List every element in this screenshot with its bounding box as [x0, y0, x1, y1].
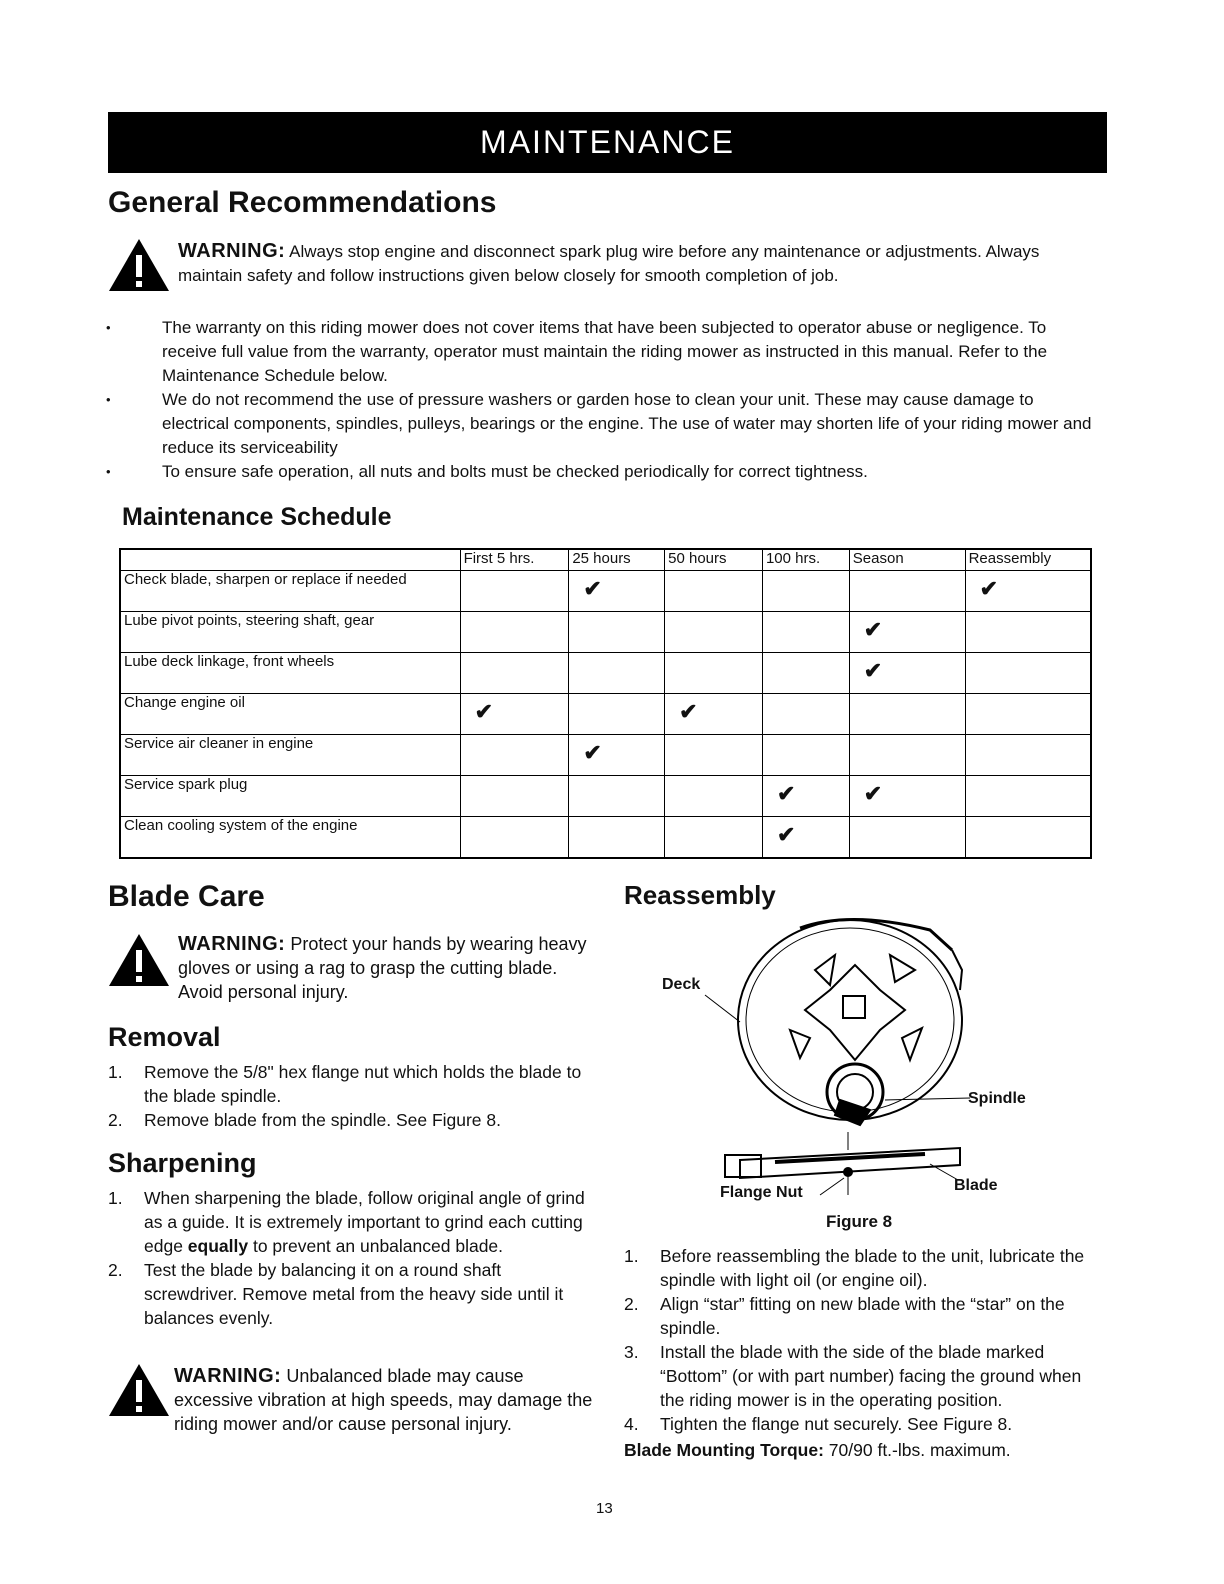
- warning-text: Always stop engine and disconnect spark plug wire before any maintenance or adjustments. Always maintain safety and follow instructions given below closely for smooth completion of job.: [178, 242, 1040, 285]
- warning-label: WARNING:: [178, 933, 286, 955]
- schedule-cell: [965, 653, 1091, 694]
- table-row: [120, 735, 1091, 776]
- warning-icon: [107, 237, 171, 293]
- check-mark-icon: ✔: [863, 658, 883, 683]
- step-number: 3.: [624, 1342, 639, 1362]
- step-text: Install the blade with the side of the blade marked “Bottom” (or with part number) facing the ground when the riding mower is in the operating position.: [660, 1342, 1082, 1410]
- step-text: to prevent an unbalanced blade.: [248, 1236, 504, 1256]
- task-cell: Service spark plug: [120, 776, 460, 817]
- check-mark-icon: ✔: [776, 781, 796, 806]
- schedule-cell: [569, 612, 665, 653]
- step-text: Before reassembling the blade to the unit, lubricate the spindle with light oil (or engine oil).: [660, 1246, 1085, 1290]
- table-row: [120, 571, 1091, 612]
- schedule-cell: [849, 653, 965, 694]
- schedule-cell: [965, 735, 1091, 776]
- step-text: Tighten the flange nut securely. See Figure 8.: [660, 1414, 1013, 1434]
- check-mark-icon: ✔: [776, 822, 796, 847]
- list-item: [624, 1412, 1104, 1436]
- column-header: 50 hours: [665, 549, 763, 571]
- schedule-cell: [665, 612, 763, 653]
- schedule-cell: [762, 571, 849, 612]
- schedule-body: [120, 571, 1091, 859]
- schedule-heading: Maintenance Schedule: [122, 503, 392, 531]
- check-mark-icon: ✔: [679, 699, 698, 724]
- table-row: [120, 612, 1091, 653]
- table-row: [120, 694, 1091, 735]
- step-number: 1.: [108, 1188, 123, 1208]
- mower-deck-drawing: [705, 919, 970, 1195]
- column-header: First 5 hrs.: [460, 549, 569, 571]
- reassembly-steps: [624, 1244, 1104, 1436]
- schedule-cell: [460, 694, 569, 735]
- page-number: 13: [596, 1500, 613, 1517]
- schedule-cell: [460, 612, 569, 653]
- step-text: Align “star” fitting on new blade with the “star” on the spindle.: [660, 1294, 1065, 1338]
- figure-label-blade: Blade: [954, 1177, 998, 1194]
- warning-text: Unbalanced blade may cause excessive vibration at high speeds, may damage the riding mower and/or cause personal injury.: [174, 1366, 593, 1434]
- step-number: 2.: [108, 1110, 123, 1130]
- removal-heading: Removal: [108, 1022, 221, 1052]
- section-banner: [108, 112, 1107, 173]
- step-text: When sharpening the blade, follow original angle of grind as a guide. It is extremely important to grind each cutting edge: [144, 1188, 585, 1256]
- table-header-row: [120, 549, 1091, 571]
- reassembly-heading: Reassembly: [624, 880, 776, 910]
- task-cell: Change engine oil: [120, 694, 460, 735]
- step-number: 2.: [108, 1260, 123, 1280]
- schedule-cell: [849, 735, 965, 776]
- figure-label-flange-nut: Flange Nut: [720, 1184, 803, 1201]
- schedule-cell: [569, 735, 665, 776]
- schedule-cell: [849, 776, 965, 817]
- schedule-cell: [965, 612, 1091, 653]
- schedule-cell: [569, 571, 665, 612]
- step-text: Remove the 5/8" hex flange nut which holds the blade to the blade spindle.: [144, 1062, 582, 1106]
- schedule-cell: [665, 817, 763, 859]
- step-number: 4.: [624, 1414, 639, 1434]
- warning-text: Protect your hands by wearing heavy gloves or using a rag to grasp the cutting blade. Avoid personal injury.: [178, 934, 587, 1002]
- general-warning: [178, 239, 1098, 288]
- banner-title: MAINTENANCE: [480, 124, 735, 160]
- schedule-cell: [965, 776, 1091, 817]
- general-bullets: [162, 316, 1102, 484]
- schedule-cell: [762, 776, 849, 817]
- schedule-cell: [762, 817, 849, 859]
- list-item: [108, 1108, 588, 1132]
- schedule-cell: [569, 653, 665, 694]
- column-header: 100 hrs.: [762, 549, 849, 571]
- task-cell: Lube deck linkage, front wheels: [120, 653, 460, 694]
- schedule-cell: [460, 653, 569, 694]
- schedule-cell: [762, 694, 849, 735]
- list-item: [624, 1244, 1104, 1292]
- list-item: [108, 1060, 588, 1108]
- schedule-cell: [849, 694, 965, 735]
- warning-icon: [107, 932, 171, 988]
- task-cell: Service air cleaner in engine: [120, 735, 460, 776]
- check-mark-icon: ✔: [474, 699, 493, 724]
- torque-value: 70/90 ft.-lbs. maximum.: [823, 1440, 1011, 1460]
- schedule-cell: [460, 735, 569, 776]
- list-item: • We do not recommend the use of pressure washers or garden hose to clean your unit. These may cause damage to electrical components, spindles, pulleys, bearings or the engine. The use of water may shorten life of your riding mower and reduce its serviceability: [162, 388, 1102, 460]
- sharpening-heading: Sharpening: [108, 1148, 257, 1178]
- check-mark-icon: ✔: [979, 576, 999, 601]
- table-row: [120, 817, 1091, 859]
- schedule-cell: [965, 694, 1091, 735]
- task-cell: Check blade, sharpen or replace if needed: [120, 571, 460, 612]
- figure-label-spindle: Spindle: [968, 1090, 1026, 1107]
- list-item: • The warranty on this riding mower does not cover items that have been subjected to operator abuse or negligence. To receive full value from the warranty, operator must maintain the riding mower as instructed in this manual. Refer to the Maintenance Schedule below.: [162, 316, 1102, 388]
- step-text: Test the blade by balancing it on a round shaft screwdriver. Remove metal from the heavy side until it balances evenly.: [144, 1260, 564, 1328]
- header-empty-cell: [120, 549, 460, 571]
- sharpening-steps: [108, 1186, 598, 1330]
- schedule-cell: [460, 817, 569, 859]
- schedule-cell: [762, 735, 849, 776]
- figure-label-deck: Deck: [662, 976, 701, 993]
- warning-label: WARNING:: [174, 1365, 282, 1387]
- schedule-cell: [849, 612, 965, 653]
- schedule-cell: [762, 653, 849, 694]
- schedule-cell: [665, 653, 763, 694]
- schedule-cell: [665, 735, 763, 776]
- warning-icon: [107, 1362, 171, 1418]
- column-header: 25 hours: [569, 549, 665, 571]
- sharpening-warning: [174, 1364, 604, 1436]
- schedule-cell: [665, 776, 763, 817]
- task-cell: Clean cooling system of the engine: [120, 817, 460, 859]
- schedule-cell: [569, 817, 665, 859]
- torque-label: Blade Mounting Torque:: [624, 1440, 824, 1460]
- list-item: [108, 1258, 598, 1330]
- step-number: 1.: [624, 1246, 639, 1266]
- schedule-cell: [665, 694, 763, 735]
- table-row: [120, 653, 1091, 694]
- schedule-cell: [849, 817, 965, 859]
- blade-care-warning: [178, 932, 598, 1004]
- step-number: 1.: [108, 1062, 123, 1082]
- list-item: [624, 1292, 1104, 1340]
- maintenance-schedule-table: [119, 548, 1092, 859]
- check-mark-icon: ✔: [863, 781, 883, 806]
- step-number: 2.: [624, 1294, 639, 1314]
- schedule-cell: [569, 776, 665, 817]
- column-header: Season: [849, 549, 965, 571]
- step-text: Remove blade from the spindle. See Figure 8.: [144, 1110, 501, 1130]
- schedule-cell: [965, 817, 1091, 859]
- removal-steps: [108, 1060, 588, 1132]
- figure-caption: Figure 8: [826, 1212, 893, 1231]
- table-row: [120, 776, 1091, 817]
- schedule-cell: [665, 571, 763, 612]
- general-heading: General Recommendations: [108, 186, 497, 219]
- schedule-cell: [569, 694, 665, 735]
- blade-care-heading: Blade Care: [108, 880, 265, 913]
- list-item: [108, 1186, 598, 1258]
- schedule-cell: [460, 776, 569, 817]
- check-mark-icon: ✔: [863, 617, 883, 642]
- check-mark-icon: ✔: [583, 576, 602, 601]
- schedule-cell: [965, 571, 1091, 612]
- list-item: [624, 1340, 1104, 1412]
- step-emphasis: equally: [187, 1236, 249, 1256]
- list-item: • To ensure safe operation, all nuts and bolts must be checked periodically for correct tightness.: [162, 460, 1102, 484]
- schedule-cell: [460, 571, 569, 612]
- column-header: Reassembly: [965, 549, 1091, 571]
- schedule-cell: [849, 571, 965, 612]
- torque-spec: [624, 1440, 1011, 1461]
- warning-label: WARNING:: [178, 240, 286, 262]
- schedule-cell: [762, 612, 849, 653]
- figure-8-diagram: [640, 910, 1080, 1210]
- task-cell: Lube pivot points, steering shaft, gear: [120, 612, 460, 653]
- check-mark-icon: ✔: [583, 740, 602, 765]
